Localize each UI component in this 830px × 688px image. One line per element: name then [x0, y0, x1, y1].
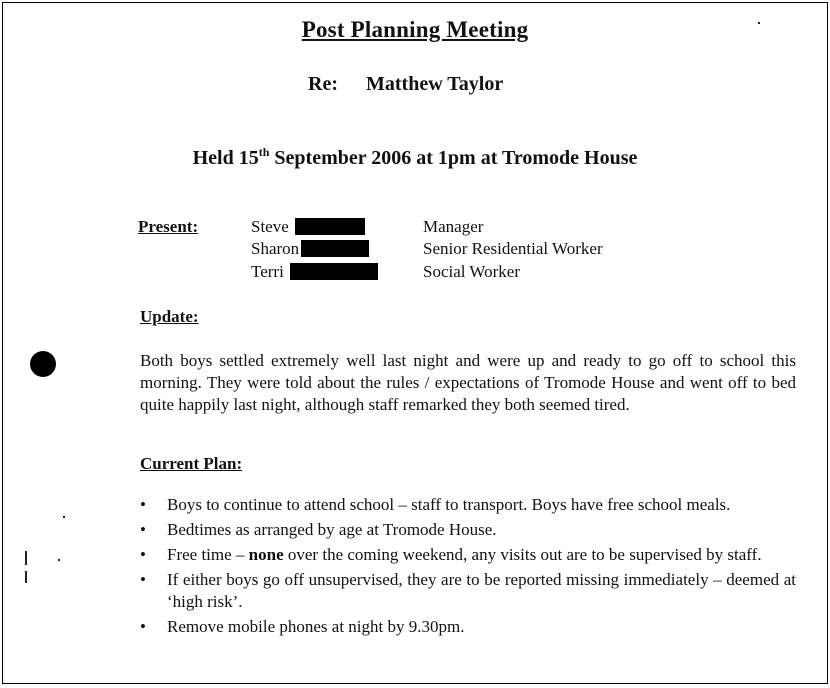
- attendee-role: Social Worker: [423, 262, 520, 281]
- bullet-icon: •: [140, 545, 146, 564]
- plan-item: [140, 569, 796, 613]
- plan-item: [140, 494, 796, 516]
- scan-speck: [758, 22, 760, 24]
- redaction-bar: [295, 218, 365, 235]
- meeting-date-line: [3, 145, 827, 170]
- redaction-bar: [290, 263, 378, 280]
- attendee-role: Manager: [423, 217, 484, 236]
- plan-list: [140, 494, 796, 641]
- attendee-role: Senior Residential Worker: [423, 239, 603, 258]
- plan-item-text: If either boys go off unsupervised, they are to be reported missing immediately – deemed at ‘high risk’.: [167, 570, 796, 611]
- attendee-first-name: Sharon: [251, 239, 300, 258]
- free-time-prefix: Free time –: [167, 545, 249, 564]
- scan-speck: [25, 551, 27, 565]
- bullet-icon: •: [140, 617, 146, 636]
- plan-item: [140, 616, 796, 638]
- plan-item-text: Boys to continue to attend school – staff to transport. Boys have free school meals.: [167, 495, 731, 514]
- held-ordinal: th: [258, 145, 270, 159]
- attendee-name: [251, 261, 378, 283]
- attendee-name: [251, 238, 369, 260]
- plan-item-text: Bedtimes as arranged by age at Tromode House.: [167, 520, 497, 539]
- subject-name: Matthew Taylor: [366, 73, 504, 95]
- document-page: [2, 2, 828, 684]
- attendee-name: [251, 216, 365, 238]
- plan-item: [140, 519, 796, 541]
- attendee-first-name: Terri: [251, 262, 284, 281]
- scan-speck: [25, 571, 27, 583]
- free-time-overwrite: none: [248, 545, 284, 564]
- document-title: Post Planning Meeting: [301, 17, 529, 42]
- re-label: Re:: [308, 73, 338, 95]
- present-label: Present:: [138, 217, 199, 236]
- plan-item-text: Remove mobile phones at night by 9.30pm.: [167, 617, 465, 636]
- held-prefix: Held 15: [192, 147, 259, 169]
- scan-speck: [63, 516, 65, 518]
- redaction-bar: [301, 240, 369, 257]
- attendee-first-name: Steve: [251, 217, 289, 236]
- bullet-icon: •: [140, 520, 146, 539]
- bullet-icon: •: [140, 495, 146, 514]
- update-paragraph: Both boys settled extremely well last night and were up and ready to go off to school this morning. They were told about the rules / expectations of Tromode House and went off to bed quite happily last night, although staff remarked they both seemed tired.: [140, 351, 796, 414]
- punch-hole-mark: [30, 351, 56, 377]
- scan-speck: [58, 559, 60, 561]
- held-suffix: September 2006 at 1pm at Tromode House: [269, 147, 638, 169]
- bullet-icon: •: [140, 570, 146, 589]
- free-time-suffix: over the coming weekend, any visits out are to be supervised by staff.: [283, 545, 762, 564]
- current-plan-heading: Current Plan:: [140, 454, 243, 473]
- plan-item: [140, 544, 796, 566]
- update-heading: Update:: [140, 307, 199, 326]
- subject-line: [308, 73, 503, 96]
